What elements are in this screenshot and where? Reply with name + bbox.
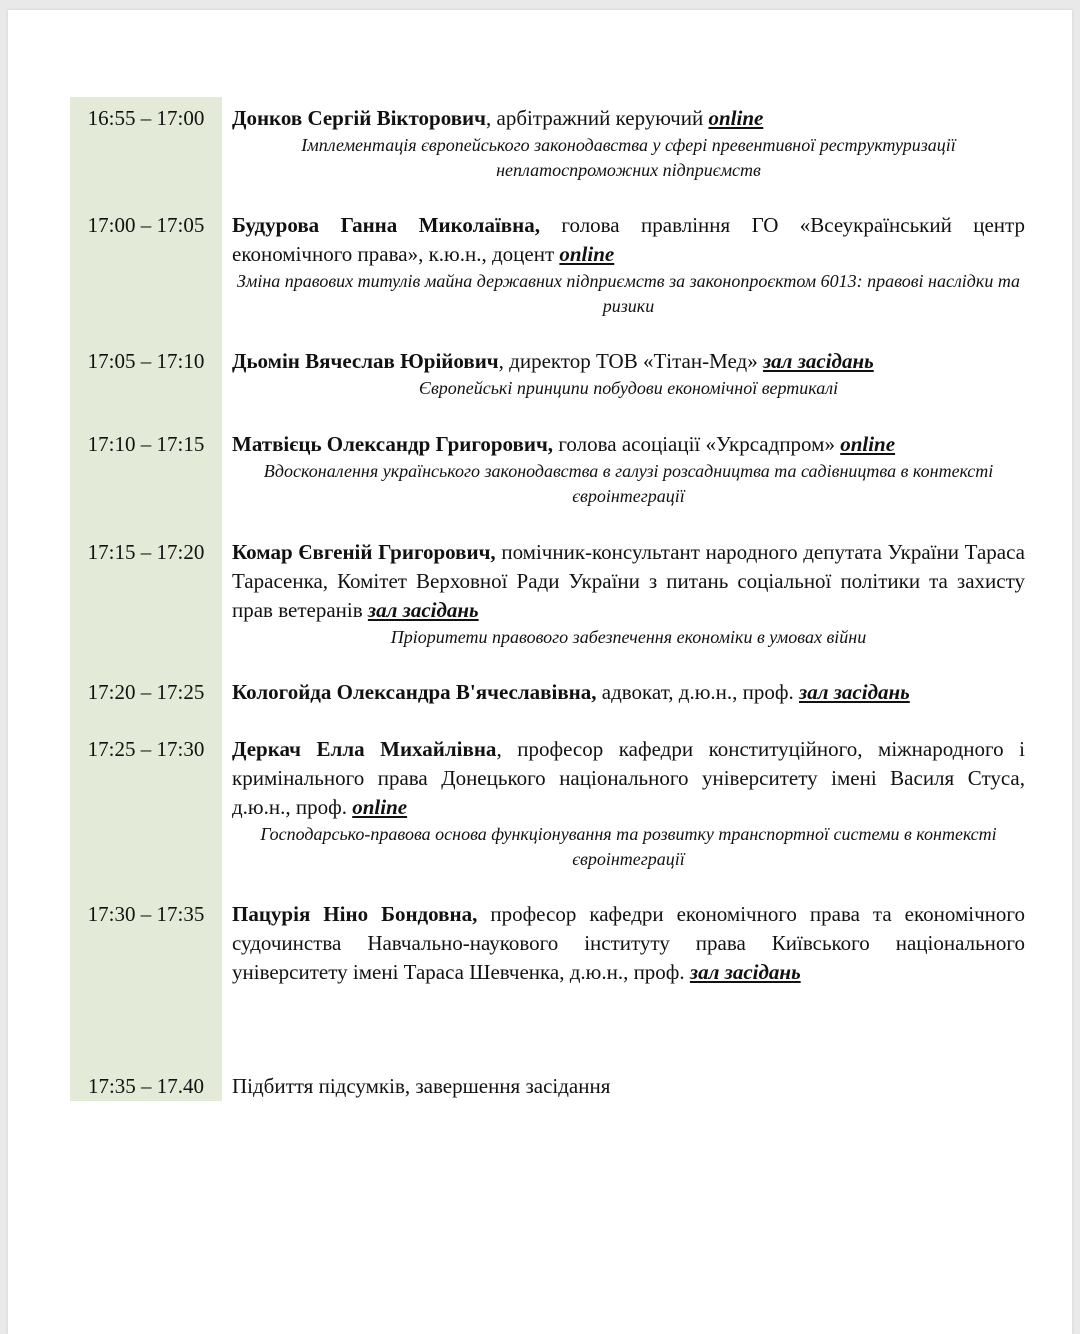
participation-mode: зал засідань <box>367 598 479 622</box>
participation-mode: зал засідань <box>689 960 801 984</box>
agenda-time: 17:25 – 17:30 <box>87 737 205 761</box>
agenda-content <box>232 735 1025 872</box>
speaker-name: Донков Сергій Вікторович <box>232 106 486 130</box>
speaker-line <box>232 211 1025 269</box>
speaker-name: Будурова Ганна Миколаївна, <box>232 213 540 237</box>
talk-topic: Зміна правових титулів майна державних підприємств за законопроєктом 6013: правові наслідки та ризики <box>236 271 1021 316</box>
document-page <box>8 10 1072 1334</box>
closing-text: Підбиття підсумків, завершення засідання <box>232 1074 611 1098</box>
agenda-time: 17:05 – 17:10 <box>87 349 205 373</box>
speaker-details: адвокат, д.ю.н., проф. <box>596 680 800 704</box>
agenda-content <box>232 211 1025 319</box>
speaker-details: помічник-консультант народного депутата України Тараса Тарасенка, Комітет Верховної Ради України з питань соціальної політики та захисту прав ветеранів <box>232 540 1025 622</box>
speaker-line <box>232 104 1025 133</box>
agenda-content <box>232 104 1025 183</box>
agenda-time: 17:20 – 17:25 <box>87 680 205 704</box>
talk-topic: Пріоритети правового забезпечення економіки в умовах війни <box>390 627 867 647</box>
agenda-time: 17:30 – 17:35 <box>87 902 205 926</box>
speaker-line <box>232 678 1025 707</box>
participation-mode: online <box>840 432 896 456</box>
speaker-name: Кологойда Олександра В'ячеславівна, <box>232 680 597 704</box>
talk-topic: Вдосконалення українського законодавства в галузі розсадництва та садівництва в контексті євроінтеграції <box>263 461 994 506</box>
agenda-content <box>232 538 1025 650</box>
speaker-name: Матвієць Олександр Григорович, <box>232 432 554 456</box>
agenda-content <box>232 347 1025 401</box>
speaker-details: голова правління ГО «Всеукраїнський центр економічного права», к.ю.н., доцент <box>232 213 1025 266</box>
speaker-details: , професор кафедри конституційного, міжнародного і кримінального права Донецького національного університету імені Василя Стуса, д.ю.н., проф. <box>232 737 1026 819</box>
agenda-content <box>232 430 1025 509</box>
talk-topic: Господарсько-правова основа функціонування та розвитку транспортної системи в контексті євроінтеграції <box>260 824 997 869</box>
speaker-details: голова асоціації «Укрсадпром» <box>553 432 841 456</box>
speaker-line <box>232 430 1025 459</box>
agenda-time: 17:00 – 17:05 <box>87 213 205 237</box>
participation-mode: online <box>352 795 408 819</box>
speaker-details: , арбітражний керуючий <box>486 106 709 130</box>
participation-mode: зал засідань <box>762 349 874 373</box>
speaker-line <box>232 735 1025 822</box>
agenda-time: 17:15 – 17:20 <box>87 540 205 564</box>
speaker-name: Деркач Елла Михайлівна <box>232 737 497 761</box>
speaker-name: Дьомін Вячеслав Юрійович <box>232 349 499 373</box>
talk-topic: Імплементація європейського законодавства у сфері превентивної реструктуризації неплатоспроможних підприємств <box>301 135 956 180</box>
participation-mode: online <box>559 242 615 266</box>
closing-time: 17:35 – 17.40 <box>87 1074 205 1098</box>
speaker-name: Пацурія Ніно Бондовна, <box>232 902 478 926</box>
agenda-time: 16:55 – 17:00 <box>87 106 205 130</box>
speaker-line <box>232 347 1025 376</box>
participation-mode: зал засідань <box>799 680 910 704</box>
speaker-line <box>232 900 1025 987</box>
closing-content <box>232 1072 1025 1101</box>
speaker-details: професор кафедри економічного права та економічного судочинства Навчально-наукового інституту права Київського національного університету імені Тараса Шевченка, д.ю.н., проф. <box>232 902 1025 984</box>
participation-mode: online <box>708 106 764 130</box>
speaker-name: Комар Євгеній Григорович, <box>232 540 496 564</box>
talk-topic: Європейські принципи побудови економічної вертикалі <box>418 378 839 398</box>
time-column-background <box>70 97 222 1101</box>
agenda-content <box>232 678 1025 707</box>
agenda-content <box>232 900 1025 987</box>
agenda-time: 17:10 – 17:15 <box>87 432 205 456</box>
speaker-details: , директор ТОВ «Тітан-Мед» <box>498 349 763 373</box>
speaker-line <box>232 538 1025 625</box>
